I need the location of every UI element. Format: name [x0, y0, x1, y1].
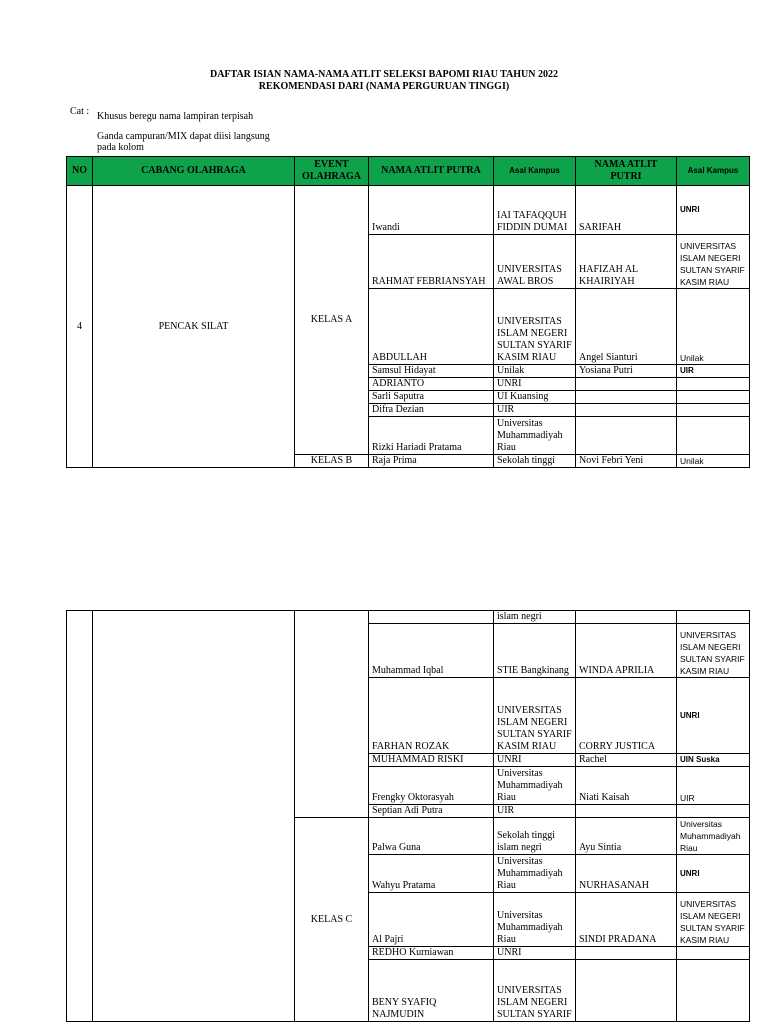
- table-cell: UIN Suska: [677, 754, 750, 767]
- table-cell: ADRIANTO: [369, 378, 494, 391]
- empty-cell: [576, 378, 677, 391]
- table-cell: UNRI: [494, 754, 576, 767]
- note-line-2a: Ganda campuran/MIX dapat diisi langsung: [97, 131, 270, 142]
- empty-cell: [576, 417, 677, 455]
- empty-cell: [677, 960, 750, 1022]
- table-cell: Angel Sianturi: [576, 289, 677, 365]
- table-cell: STIE Bangkinang: [494, 624, 576, 678]
- note-label: Cat :: [70, 106, 90, 117]
- empty-cell: [369, 611, 494, 624]
- table-cell: UNRI: [494, 947, 576, 960]
- event-kelas-b: KELAS B: [295, 455, 369, 468]
- header-putri: NAMA ATLIT PUTRI: [576, 157, 677, 186]
- header-cabang: CABANG OLAHRAGA: [93, 157, 295, 186]
- table-cell: RAHMAT FEBRIANSYAH: [369, 235, 494, 289]
- table-cell: Samsul Hidayat: [369, 365, 494, 378]
- table-cell: Unilak: [494, 365, 576, 378]
- table-cell: Universitas Muhammadiyah Riau: [494, 767, 576, 805]
- table-cell: UNIVERSITAS AWAL BROS: [494, 235, 576, 289]
- table-cell: UNIVERSITAS ISLAM NEGERI SULTAN SYARIF KASIM RIAU: [494, 289, 576, 365]
- table-cell: Palwa Guna: [369, 818, 494, 855]
- table-cell: UNRI: [494, 378, 576, 391]
- table-cell: Rachel: [576, 754, 677, 767]
- athlete-table-page-2: [66, 610, 750, 1022]
- table-row: [67, 611, 750, 624]
- empty-cell: [67, 611, 93, 1022]
- table-cell: UIR: [677, 767, 750, 805]
- empty-cell: [576, 391, 677, 404]
- table-cell: UNIVERSITAS ISLAM NEGERI SULTAN SYARIF KASIM RIAU: [677, 893, 750, 947]
- table-cell: HAFIZAH AL KHAIRIYAH: [576, 235, 677, 289]
- table-cell: BENY SYAFIQ NAJMUDIN: [369, 960, 494, 1022]
- table-cell: Septian Adi Putra: [369, 805, 494, 818]
- document-subtitle: REKOMENDASI DARI (NAMA PERGURUAN TINGGI): [258, 81, 510, 92]
- cabang-olahraga: PENCAK SILAT: [93, 186, 295, 468]
- table-cell: UNIVERSITAS ISLAM NEGERI SULTAN SYARIF KASIM RIAU: [677, 235, 750, 289]
- table-cell: UIR: [494, 404, 576, 417]
- note-line-1: Khusus beregu nama lampiran terpisah: [97, 111, 254, 122]
- table-row: [67, 186, 750, 235]
- empty-cell: [576, 611, 677, 624]
- table-cell: UIR: [494, 805, 576, 818]
- empty-cell: [576, 805, 677, 818]
- empty-cell: [677, 417, 750, 455]
- empty-cell: [677, 611, 750, 624]
- table-cell: WINDA APRILIA: [576, 624, 677, 678]
- table-cell: UIR: [677, 365, 750, 378]
- table-cell: Universitas Muhammadiyah Riau: [494, 855, 576, 893]
- table-cell: Raja Prima: [369, 455, 494, 468]
- row-number: 4: [67, 186, 93, 468]
- table-cell: Sekolah tinggi islam negri: [494, 818, 576, 855]
- table-cell: Universitas Muhammadiyah Riau: [494, 893, 576, 947]
- table-cell: Frengky Oktorasyah: [369, 767, 494, 805]
- table-cell: Iwandi: [369, 186, 494, 235]
- table-cell: UNIVERSITAS ISLAM NEGERI SULTAN SYARIF: [494, 960, 576, 1022]
- table-cell: Unilak: [677, 289, 750, 365]
- table-cell: REDHO Kurniawan: [369, 947, 494, 960]
- header-putra: NAMA ATLIT PUTRA: [369, 157, 494, 186]
- table-cell: MUHAMMAD RISKI: [369, 754, 494, 767]
- empty-cell: [295, 611, 369, 818]
- empty-cell: [677, 378, 750, 391]
- table-cell: NURHASANAH: [576, 855, 677, 893]
- table-cell: Universitas Muhammadiyah Riau: [677, 818, 750, 855]
- header-no: NO: [67, 157, 93, 186]
- table-cell: Niati Kaisah: [576, 767, 677, 805]
- table-cell: UI Kuansing: [494, 391, 576, 404]
- table-cell: UNIVERSITAS ISLAM NEGERI SULTAN SYARIF KASIM RIAU: [677, 624, 750, 678]
- header-event: EVENT OLAHRAGA: [295, 157, 369, 186]
- table-cell: Wahyu Pratama: [369, 855, 494, 893]
- table-cell: Yosiana Putri: [576, 365, 677, 378]
- empty-cell: [576, 947, 677, 960]
- empty-cell: [677, 805, 750, 818]
- table-cell: Universitas Muhammadiyah Riau: [494, 417, 576, 455]
- empty-cell: [576, 960, 677, 1022]
- table-cell: UNIVERSITAS ISLAM NEGERI SULTAN SYARIF KASIM RIAU: [494, 678, 576, 754]
- table-header-row: [67, 157, 750, 186]
- header-kampus-putra: Asal Kampus: [494, 157, 576, 186]
- header-kampus-putri: Asal Kampus: [677, 157, 750, 186]
- table-cell: Al Pajri: [369, 893, 494, 947]
- table-cell: Rizki Hariadi Pratama: [369, 417, 494, 455]
- table-cell: islam negri: [494, 611, 576, 624]
- table-cell: Sekolah tinggi: [494, 455, 576, 468]
- table-cell: UNRI: [677, 855, 750, 893]
- table-cell: Unilak: [677, 455, 750, 468]
- empty-cell: [677, 947, 750, 960]
- empty-cell: [576, 404, 677, 417]
- table-cell: Novi Febri Yeni: [576, 455, 677, 468]
- empty-cell: [677, 404, 750, 417]
- table-cell: Ayu Sintia: [576, 818, 677, 855]
- table-cell: Muhammad Iqbal: [369, 624, 494, 678]
- table-cell: Sarli Saputra: [369, 391, 494, 404]
- table-cell: UNRI: [677, 186, 750, 235]
- empty-cell: [93, 611, 295, 1022]
- event-kelas-c: KELAS C: [295, 818, 369, 1022]
- table-cell: FARHAN ROZAK: [369, 678, 494, 754]
- note-line-2b: pada kolom: [97, 142, 144, 153]
- table-cell: ABDULLAH: [369, 289, 494, 365]
- empty-cell: [677, 391, 750, 404]
- athlete-table-page-1: [66, 156, 750, 468]
- table-cell: CORRY JUSTICA: [576, 678, 677, 754]
- table-cell: SARIFAH: [576, 186, 677, 235]
- table-cell: UNRI: [677, 678, 750, 754]
- document-title: DAFTAR ISIAN NAMA-NAMA ATLIT SELEKSI BAPOMI RIAU TAHUN 2022: [209, 69, 558, 80]
- table-cell: SINDI PRADANA: [576, 893, 677, 947]
- table-cell: IAI TAFAQQUH FIDDIN DUMAI: [494, 186, 576, 235]
- table-cell: Difra Dezian: [369, 404, 494, 417]
- event-kelas-a: KELAS A: [295, 186, 369, 455]
